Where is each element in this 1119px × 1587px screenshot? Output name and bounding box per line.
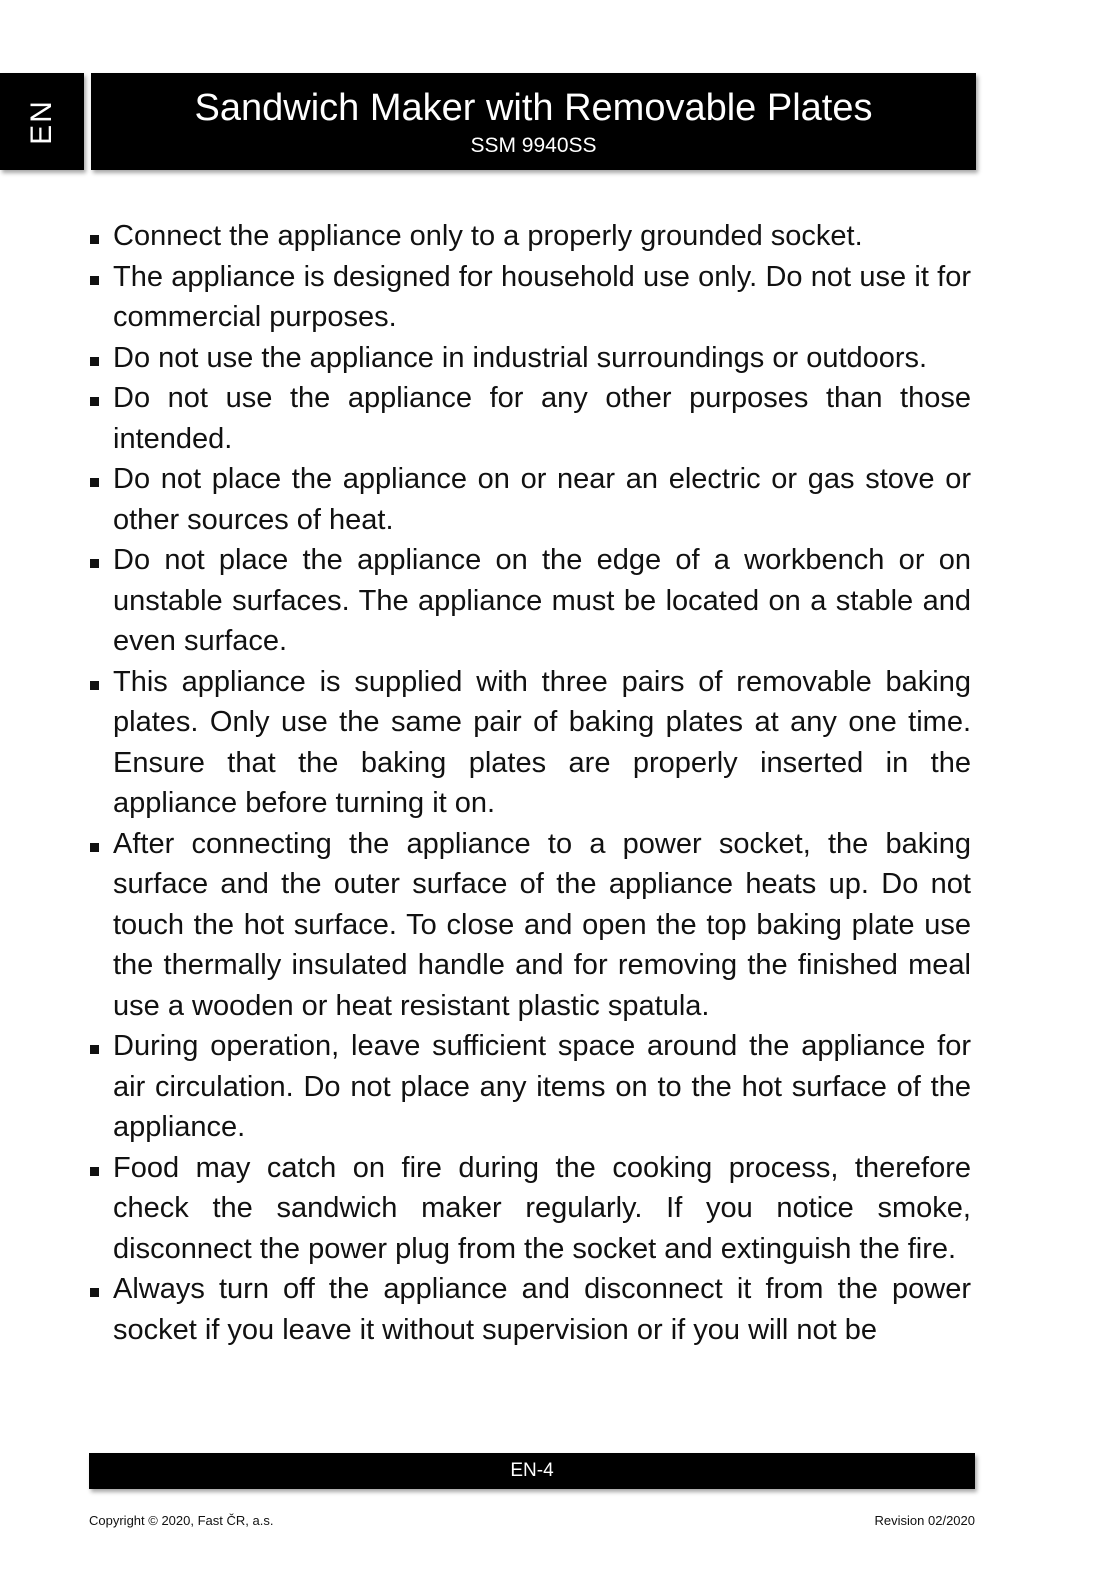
list-item: [89, 216, 971, 257]
list-item: [89, 257, 971, 338]
model-number: SSM 9940SS: [470, 134, 597, 157]
bullet-icon: [90, 681, 99, 690]
list-item: [89, 1148, 971, 1270]
page-number: EN-4: [510, 1460, 554, 1481]
bullet-icon: [90, 559, 99, 568]
list-item: [89, 1269, 971, 1350]
bullet-icon: [90, 1045, 99, 1054]
page-title: Sandwich Maker with Removable Plates: [194, 87, 873, 129]
list-item-text: Do not place the appliance on or near an electric or gas stove or other sources of heat.: [113, 463, 971, 536]
bullet-icon: [90, 478, 99, 487]
list-item-text: During operation, leave sufficient space around the appliance for air circulation. Do not place any items on to the hot surface of the appliance.: [113, 1030, 971, 1143]
list-item: [89, 378, 971, 459]
list-item-text: Do not place the appliance on the edge of a workbench or on unstable surfaces. The appliance must be located on a stable and even surface.: [113, 544, 971, 657]
list-item: [89, 662, 971, 824]
language-tab: [0, 73, 84, 170]
bullet-icon: [90, 843, 99, 852]
language-tab-label: EN: [25, 98, 58, 145]
list-item: [89, 459, 971, 540]
list-item-text: Food may catch on fire during the cooking process, therefore check the sandwich maker regularly. If you notice smoke, disconnect the power plug from the socket and extinguish the fire.: [113, 1151, 971, 1265]
revision-label: Revision 02/2020: [874, 1513, 975, 1528]
list-item-text: Do not use the appliance for any other purposes than those intended.: [113, 382, 971, 455]
list-item-text: Do not use the appliance in industrial surroundings or outdoors.: [113, 341, 928, 374]
list-item: [89, 540, 971, 662]
copyright-notice: Copyright © 2020, Fast ČR, a.s.: [89, 1513, 274, 1528]
bullet-icon: [90, 276, 99, 285]
list-item: [89, 338, 971, 379]
list-item-text: This appliance is supplied with three pairs of removable baking plates. Only use the same pair of baking plates at any one time. Ensure that the baking plates are properly inserted in the appliance before turning it on.: [113, 665, 971, 819]
list-item-text: After connecting the appliance to a power socket, the baking surface and the outer surface of the appliance heats up. Do not touch the hot surface. To close and open the top baking plate use the thermally insulated handle and for removing the finished meal use a wooden or heat resistant plastic spatula.: [113, 827, 971, 1022]
bullet-icon: [90, 1167, 99, 1176]
list-item: [89, 824, 971, 1027]
list-item-text: Always turn off the appliance and disconnect it from the power socket if you leave it without supervision or if you will not be: [113, 1273, 971, 1346]
bullet-icon: [90, 1288, 99, 1297]
page-number-bar: [89, 1453, 975, 1489]
bullet-icon: [90, 235, 99, 244]
list-item-text: The appliance is designed for household use only. Do not use it for commercial purposes.: [113, 260, 971, 333]
bullet-icon: [90, 397, 99, 406]
safety-instructions-list: [89, 216, 971, 1350]
header-bar: [91, 73, 976, 170]
bullet-icon: [90, 357, 99, 366]
list-item-text: Connect the appliance only to a properly grounded socket.: [113, 220, 863, 252]
list-item: [89, 1026, 971, 1148]
